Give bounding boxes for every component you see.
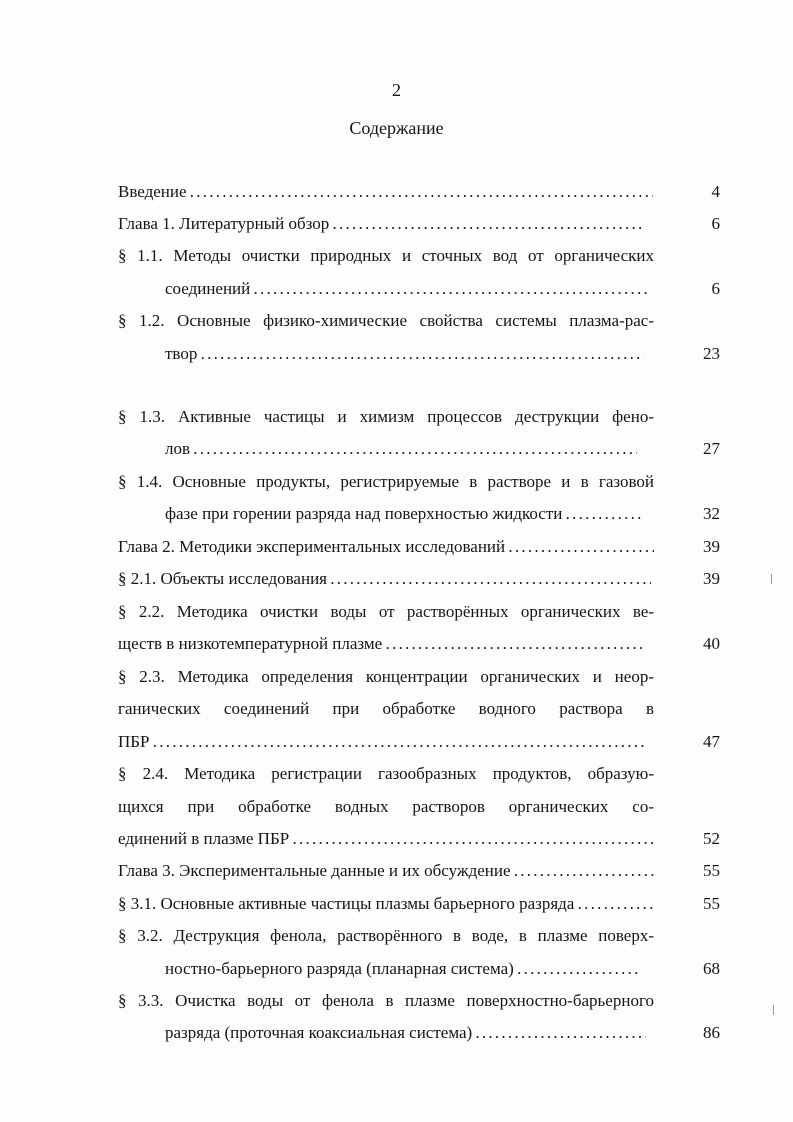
toc-line: § 2.3. Методика определения концентрации органических и неор-	[118, 667, 654, 686]
toc-page: 68	[703, 959, 720, 978]
toc-page: 86	[703, 1023, 720, 1042]
toc-line: § 2.2. Методика очистки воды от растворённых органических ве-	[118, 602, 654, 621]
toc-line: соединений . . .	[165, 276, 647, 302]
toc-line: § 1.2. Основные физико-химические свойства системы плазма-рас-	[118, 311, 654, 330]
toc-line: ганических соединений при обработке водного раствора в	[118, 699, 654, 718]
toc-line: щихся при обработке водных растворов органических со-	[118, 797, 654, 816]
toc-line: разряда (проточная коаксиальная система) . . .	[165, 1020, 646, 1046]
toc-line: § 1.3. Активные частицы и химизм процессов деструкции фено-	[118, 407, 654, 426]
toc-page: 32	[703, 504, 720, 523]
toc-line: Глава 1. Литературный обзор . . .	[118, 211, 645, 237]
toc-page: 55	[703, 894, 720, 913]
toc-line: § 3.3. Очистка воды от фенола в плазме поверхностно-барьерного	[118, 991, 654, 1010]
toc-page: 39	[703, 537, 720, 556]
toc-line: ПБР . . .	[118, 729, 645, 755]
toc-page: 6	[711, 279, 720, 298]
toc-page: 47	[703, 732, 720, 751]
toc-page: 39	[703, 569, 720, 588]
toc-page: 52	[703, 829, 720, 848]
toc-line: Глава 3. Экспериментальные данные и их обсуждение . . .	[118, 858, 654, 884]
toc-line: ностно-барьерного разряда (планарная система) . . .	[165, 956, 641, 982]
toc-page: 55	[703, 861, 720, 880]
toc-page: 23	[703, 344, 720, 363]
toc-line: ществ в низкотемпературной плазме . . .	[118, 631, 645, 657]
scan-mark	[773, 1005, 774, 1015]
toc-line: § 1.4. Основные продукты, регистрируемые в растворе и в газовой	[118, 472, 654, 491]
toc-page: 4	[711, 182, 720, 201]
toc-line: § 2.4. Методика регистрации газообразных продуктов, образую-	[118, 764, 654, 783]
toc-line: § 3.2. Деструкция фенола, растворённого в воде, в плазме поверх-	[118, 926, 654, 945]
scan-mark	[771, 574, 772, 584]
toc-line: § 3.1. Основные активные частицы плазмы барьерного разряда . . .	[118, 891, 654, 917]
toc-page: 6	[711, 214, 720, 233]
page-title: Содержание	[349, 118, 444, 138]
toc-line: фазе при горении разряда над поверхностью жидкости . . .	[165, 501, 643, 527]
toc-page: 27	[703, 439, 720, 458]
toc-line: § 1.1. Методы очистки природных и сточных вод от органических	[118, 246, 654, 265]
toc-line: Введение . . .	[118, 179, 653, 205]
toc-line: § 2.1. Объекты исследования . . .	[118, 566, 651, 592]
toc-line: твор . . .	[165, 341, 644, 367]
page-number: 2	[392, 80, 401, 100]
toc-page: 40	[703, 634, 720, 653]
toc-line: лов . . .	[165, 436, 637, 462]
toc-line: единений в плазме ПБР . . .	[118, 826, 654, 852]
toc-line: Глава 2. Методики экспериментальных исследований . . .	[118, 534, 654, 560]
